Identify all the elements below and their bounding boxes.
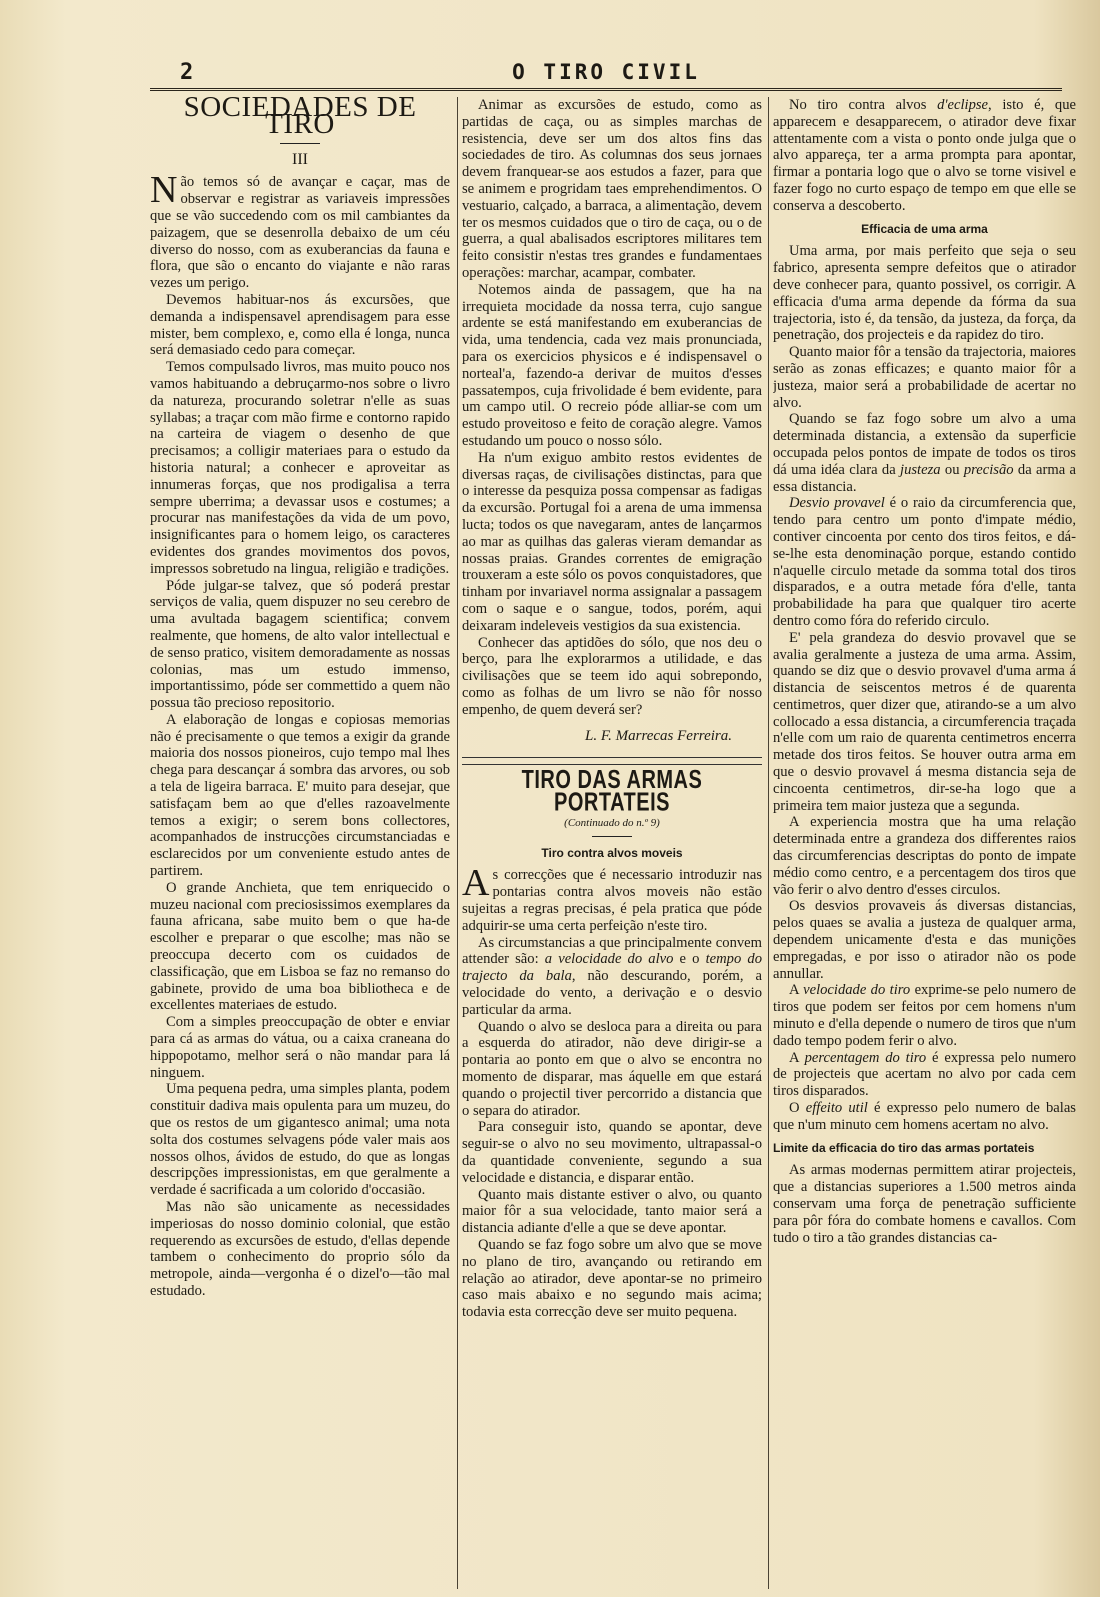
paragraph: A velocidade do tiro exprime-se pelo numero de tiros que podem ser feitos por cem homens n'um minuto e d'ella depende o numero de tiros que n'um dado tempo podem ferir o alvo. [773,982,1076,1049]
column-3 [773,97,1076,1589]
paragraph: Mas não são unicamente as necessidades imperiosas do nosso dominio colonial, que estão requerendo as excursões de estudo, d'ellas depende tambem o conhecimento do proprio sólo da metropole, ainda—vergonha é o dizel'o—tão mal estudado. [150,1199,450,1299]
paragraph: As armas modernas permittem atirar projecteis, que a distancias superiores a 1.500 metros ainda conservam uma força de penetração sufficiente para pôr fóra do combate homens e cavallos. Com tudo o tiro a tão grandes distancias ca- [773,1162,1076,1246]
paragraph: Uma pequena pedra, uma simples planta, podem constituir dadiva mais opulenta para um muzeu, do que os restos de um gigantesco animal; uma nota solta dos costumes selvagens póde valer mais aos nossos olhos, ávidos de estudo, do que as longas descripções impressionistas, em que geralmente a verdade é sacrificada a um colorido d'occasião. [150,1081,450,1199]
paragraph: As circumstancias a que principalmente convem attender são: a velocidade do alvo e o tempo do trajecto da bala, não descurando, porém, a velocidade do vento, a derivação e o desvio particular da arma. [462,934,762,1018]
paragraph: Desvio provavel é o raio da circumferencia que, tendo para centro um ponto d'impate médio, contiver cincoenta por cento dos tiros feitos, e dá-se-lhe esta denominação porque, estando contido n'aquelle circulo metade da somma total dos tiros disparados, e a outra metade fóra d'elle, tanta probabilidade ha para que qualquer tiro acerte dentro como fóra do referido circulo. [773,495,1076,629]
paragraph: Devemos habituar-nos ás excursões, que demanda a indispensavel aprendisagem para esse mister, bem complexo, e, como ella é longa, nunca será demasiado cedo para começar. [150,291,450,359]
paragraph: Quando se faz fogo sobre um alvo que se move no plano de tiro, avançando ou retirando em relação ao atirador, deve apontar-se no primeiro caso mais abaixo e no segundo mais acima; todavia esta correcção deve ser muito pequena. [462,1237,762,1321]
section-title: TIRO DAS ARMAS PORTATEIS [521,766,703,817]
paragraph: Não temos só de avançar e caçar, mas de observar e registrar as variaveis impressões que se vão succedendo com os mil cambiantes da paizagem, que se desenrolla debaixo de um céu diverso do nosso, com as exuberancias da fauna e flora, que são o encanto do viajante e não raras vezes um perigo. [150,169,450,292]
paragraph: A experiencia mostra que ha uma relação determinada entre a grandeza dos differentes raios das circumferencias descriptas do ponto de impate médio como centro, e a percentagem dos tiros que vão ferir o alvo dentro d'esses circulos. [773,814,1076,898]
paragraph: Ha n'um exiguo ambito restos evidentes de diversas raças, de civilisações distinctas, para que o interesse da pesquiza possa compensar as fadigas da excursão. Portugal foi a arena de uma immensa lucta; todos os que navegaram, antes de lançarmos ao mar as quilhas das galeras vieram demandar as nossas praias. Grandes correntes de emigração trouxeram a este sólo os povos conquistadores, que tinham por invariavel norma assignalar a passagem com o saque e o sangue, todos, porém, aqui deixaram indeleveis vestigios da sua existencia. [462,449,762,634]
column-rule [768,97,769,1589]
paragraph: As correcções que é necessario introduzir nas pontarias contra alvos moveis não estão sujeitas a regras precisas, é pela pratica que póde adquirir-se uma certa perfeição n'este tiro. [462,862,762,934]
paragraph: Quando se faz fogo sobre um alvo a uma determinada distancia, a extensão da superficie occupada pelos pontos de impate de todos os tiros dá uma idéa clara da justeza ou precisão da arma a essa distancia. [773,411,1076,495]
continued-note: (Continuado do n.º 9) [564,816,660,829]
paragraph: Os desvios provaveis ás diversas distancias, pelos quaes se avalia a justeza de qualquer arma, dependem unicamente d'esta e das munições empregadas, e por isso o atirador não os pode annullar. [773,898,1076,982]
paragraph: Quanto maior fôr a tensão da trajectoria, maiores serão as zonas efficazes; e quanto maior fôr a justeza, maior será a probabilidade de acertar no alvo. [773,344,1076,411]
page-header [150,58,1062,91]
column-rule [457,97,458,1589]
paragraph: Quanto mais distante estiver o alvo, ou quanto maior fôr a sua velocidade, tanto maior será a distancia adiante d'elle a que se deve apontar. [462,1186,762,1237]
article-part-number: III [292,150,308,168]
paragraph: O effeito util é expresso pelo numero de balas que n'um minuto cem homens acertam no alvo. [773,1100,1076,1133]
paragraph: O grande Anchieta, que tem enriquecido o muzeu nacional com preciosissimos exemplares da fauna africana, sabe muito bem o que ha-de escolher e preparar o que escolhe; mas não se preoccupa decerto com os cuidados de classificação, que em Lisboa se faz no remanso do gabinete, provido de uma boa bibliotheca e de excellentes materiaes de estudo. [150,879,450,1014]
paragraph: Póde julgar-se talvez, que só poderá prestar serviços de valia, quem dispuzer no seu cerebro de uma avultada bagagem scientifica; convem realmente, que homens, de alto valor intellectual e de senso pratico, visitem demoradamente as nossas colonias, mas um estudo immenso, importantissimo, póde ser commettido a quem não possua tão precioso repositorio. [150,577,450,712]
author-signature: L. F. Marrecas Ferreira. [585,728,732,745]
paragraph: A percentagem do tiro é expressa pelo numero de projecteis que acertam no alvo por cada cem tiros disparados. [773,1049,1076,1100]
paragraph: Conhecer das aptidões do sólo, que nos deu o berço, para lhe explorarmos a utilidade, e das civilisações que se teem ido aqui sobrepondo, como as folhas de um livro se não fôr nosso empenho, de quem deverá ser? [462,634,762,718]
paragraph: Uma arma, por mais perfeito que seja o seu fabrico, apresenta sempre defeitos que o atirador deve conhecer para, quanto possivel, os corrigir. A efficacia d'uma arma depende da fórma da sua trajectoria, isto é, da tensão, da justeza, da força, da penetração, dos projecteis e da rapidez do tiro. [773,243,1076,344]
title-rule [592,836,632,837]
drop-cap: A [462,862,490,905]
paragraph: Animar as excursões de estudo, como as partidas de caça, ou as simples marchas de resistencia, deve ser um dos altos fins das sociedades de tiro. As columnas dos seus jornaes devem franquear-se aos estudos a fazer, para que se animem e progridam taes emprehendimentos. O vestuario, calçado, a barraca, a alimentação, devem ter os mesmos cuidados que o tiro de caça, ou o de guerra, a qual abalisados escriptores militares tem feito consistir n'estas tres grandes e fundamentaes operações: marchar, acampar, combater. [462,97,762,281]
column-1 [150,97,450,1589]
paragraph: E' pela grandeza do desvio provavel que se avalia geralmente a justeza de uma arma. Assim, quando se diz que o desvio provavel d'uma arma á distancia de seiscentos metros é de quarenta centimetros, quer dizer que, atirando-se a um alvo collocado a essa distancia, a circumferencia traçada n'elle com um raio de quarenta centimetros encerra metade dos tiros feitos. Se houver outra arma em que o desvio provavel á mesma distancia seja de cincoenta centimetros, dir-se-ha logo que a primeira tem maior justeza que a segunda. [773,629,1076,814]
paragraph: Notemos ainda de passagem, que ha na irrequieta mocidade da nossa terra, cujo sangue ardente se está manifestando em exuberancias de vida, uma tendencia, cada vez mais pronunciada, para os exercicios physicos e é indispensavel o norteal'a, fazendo-a derivar de muitos d'esses passatempos, cuja frivolidade é bem evidente, para um campo util. O recreio póde alliar-se com um estudo proveitoso e feito de coração alegre. Vamos estudando um pouco o nosso sólo. [462,281,762,449]
paragraph: Para conseguir isto, quando se apontar, deve seguir-se o alvo no seu movimento, ultrapassal-o da quantidade conveniente, segundo a sua velocidade e distancia, e disparar então. [462,1119,762,1186]
article-title: SOCIEDADES DE TIRO [183,97,417,140]
masthead: O TIRO CIVIL [512,60,700,84]
paragraph: A elaboração de longas e copiosas memorias não é precisamente o que temos a exigir da grande maioria dos nossos pioneiros, cujo tempo mal lhes chega para descançar á sombra das arvores, ou sob a tela de ligeira barraca. E' muito para desejar, que satisfaçam bem ao que d'elles razoavelmente temos a exigir; o serem bons collectores, acompanhados de instrucções circumstanciadas e esclarecidos por um conveniente estudo antes de partirem. [150,711,450,880]
ornamental-divider [462,757,762,765]
paragraph: Com a simples preoccupação de obter e enviar para cá as armas do vátua, ou a caixa craneana do hippopotamo, melhor será o não mandar para lá ninguem. [150,1014,450,1081]
paragraph: No tiro contra alvos d'eclipse, isto é, que apparecem e desapparecem, o atirador deve fixar attentamente com a vista o ponto onde julga que o alvo appareça, ter a arma prompta para apontar, firmar a pontaria logo que o alvo se torne visivel e fazer fogo no curto espaço de tempo em que elle se conserva a descoberto. [773,97,1076,214]
column-2 [462,97,762,1589]
subsection-title: Efficacia de uma arma [861,221,988,236]
subsection-title: Limite da efficacia do tiro das armas portateis [773,1140,1035,1155]
subsection-title: Tiro contra alvos moveis [541,845,683,860]
page-number: 2 [180,60,194,85]
paragraph: Quando o alvo se desloca para a direita ou para a esquerda do atirador, não deve dirigir-se a pontaria ao ponto em que o alvo se encontra no momento de disparar, mas áquelle em que estará quando o projectil tiver percorrido a distancia que o separa do atirador. [462,1018,762,1119]
paragraph: Temos compulsado livros, mas muito pouco nos vamos habituando a debruçarmo-nos sobre o livro da natureza, procurando soletrar n'elle as suas syllabas; a traçar com mão firme e contorno rapido na carteira de viagem o desenho de que precisamos; a colligir materiaes para o estudo da historia natural; a conhecer e aproveitar as innumeras forças, que nos prodigalisa a terra sempre uberrima; a devassar usos e costumes; a procurar nas manifestações da vida de um povo, insignificantes para o homem leigo, os caracteres evidentes dos grandes movimentos dos povos, impressos sobretudo na lingua, religião e tradições. [150,359,450,577]
title-rule [280,143,320,144]
drop-cap: N [150,169,178,212]
